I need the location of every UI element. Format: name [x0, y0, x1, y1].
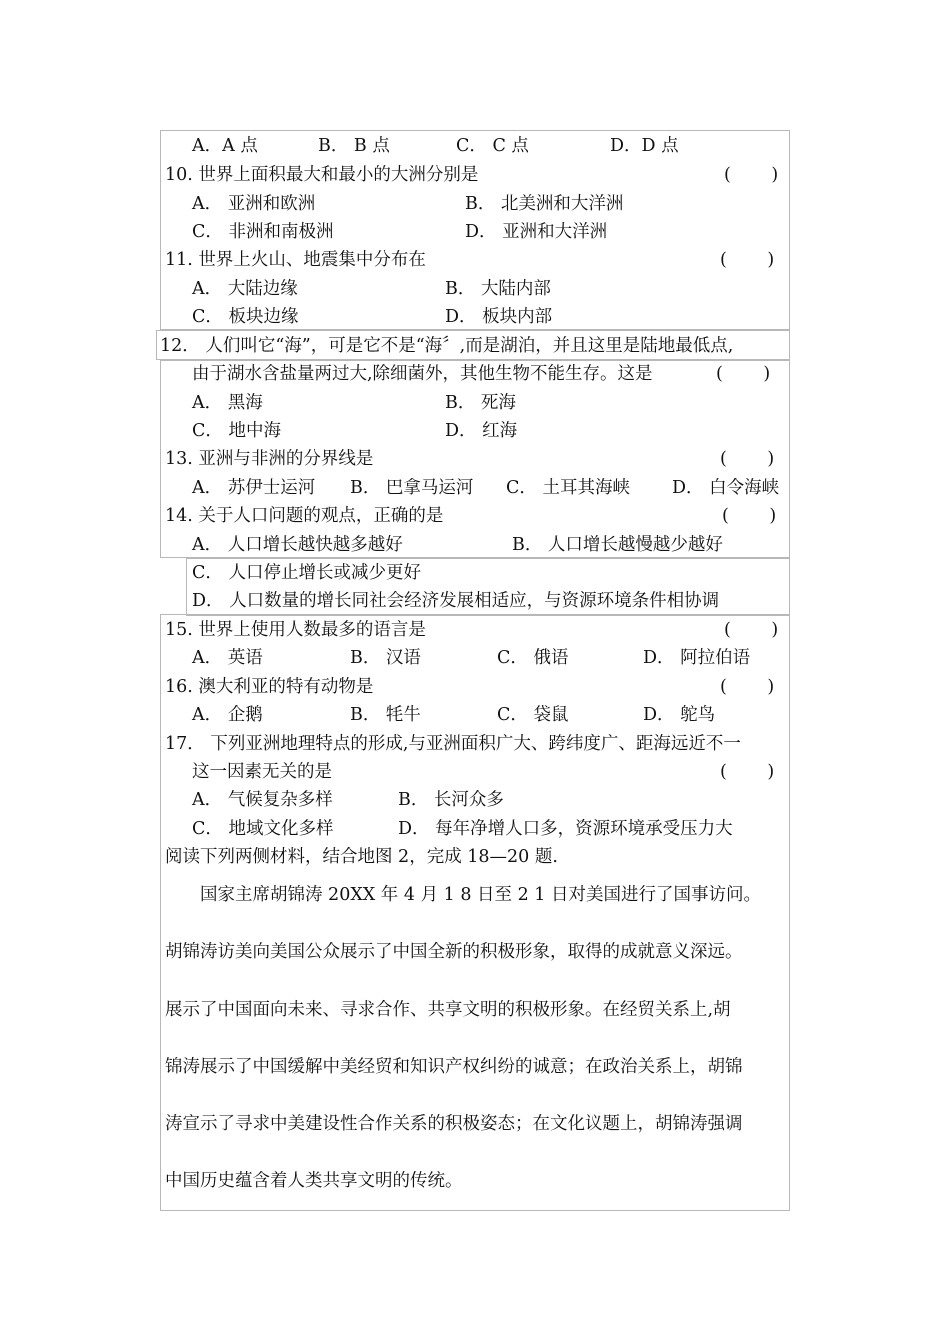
- q17-answer-paren: ( ): [720, 762, 775, 782]
- q15-option-d: D． 阿拉伯语: [643, 648, 751, 668]
- q16-option-d: D． 鸵鸟: [643, 705, 716, 725]
- q12-stem-line1: 12． 人们叫它“海”，可是它不是“海〞,而是湖泊，并且这里是陆地最低点,: [160, 336, 734, 356]
- q12-option-d: D． 红海: [445, 421, 518, 441]
- q16-answer-paren: ( ): [720, 677, 775, 697]
- q17-option-c: C． 地域文化多样: [192, 819, 334, 839]
- q16-option-b: B． 牦牛: [350, 705, 421, 725]
- q10-option-b: B． 北美洲和大洋洲: [465, 194, 624, 214]
- q15-option-a: A． 英语: [192, 648, 263, 668]
- q11-answer-paren: ( ): [720, 250, 775, 270]
- q12-answer-paren: ( ): [716, 364, 771, 384]
- q14-option-d: D． 人口数量的增长同社会经济发展相适应，与资源环境条件相协调: [192, 591, 720, 611]
- q17-option-d: D． 每年净增人口多，资源环境承受压力大: [398, 819, 733, 839]
- q17-option-a: A． 气候复杂多样: [192, 790, 333, 810]
- passage-line-2: 胡锦涛访美向美国公众展示了中国全新的积极形象，取得的成就意义深远。: [165, 942, 743, 962]
- passage-line-1: 国家主席胡锦涛 20XX 年 4 月 1 8 日至 2 1 日对美国进行了国事访问。: [165, 885, 761, 905]
- q17-stem-line1: 17． 下列亚洲地理特点的形成,与亚洲面积广大、跨纬度广、距海远近不一: [165, 734, 741, 754]
- q14-answer-paren: ( ): [722, 506, 777, 526]
- q13-option-d: D． 白令海峡: [672, 478, 780, 498]
- q15-stem: 15. 世界上使用人数最多的语言是: [165, 620, 426, 640]
- q13-option-a: A． 苏伊士运河: [192, 478, 316, 498]
- q12-option-b: B． 死海: [445, 393, 516, 413]
- q11-option-b: B． 大陆内部: [445, 279, 551, 299]
- q9-option-a: A．A 点: [192, 136, 258, 156]
- q11-option-d: D． 板块内部: [445, 307, 553, 327]
- q12-option-c: C． 地中海: [192, 421, 281, 441]
- q13-option-c: C． 土耳其海峡: [506, 478, 630, 498]
- q17-stem-line2: 这一因素无关的是: [192, 762, 332, 782]
- q12-option-a: A． 黑海: [192, 393, 263, 413]
- q10-answer-paren: ( ): [724, 165, 779, 185]
- passage-line-3: 展示了中国面向未来、寻求合作、共享文明的积极形象。在经贸关系上,胡: [165, 1000, 731, 1020]
- q17-option-b: B． 长河众多: [398, 790, 504, 810]
- q10-stem: 10. 世界上面积最大和最小的大洲分别是: [165, 165, 479, 185]
- q16-option-c: C． 袋鼠: [497, 705, 569, 725]
- q14-stem: 14. 关于人口问题的观点，正确的是: [165, 506, 444, 526]
- q15-option-b: B． 汉语: [350, 648, 421, 668]
- q9-option-d: D．D 点: [610, 136, 679, 156]
- q10-option-a: A． 亚洲和欧洲: [192, 194, 316, 214]
- q14-option-b: B． 人口增长越慢越少越好: [512, 535, 723, 555]
- q13-answer-paren: ( ): [720, 449, 775, 469]
- q14-option-a: A． 人口增长越快越多越好: [192, 535, 403, 555]
- q11-option-c: C． 板块边缘: [192, 307, 299, 327]
- q16-option-a: A． 企鹅: [192, 705, 263, 725]
- reading-intro: 阅读下列两侧材料，结合地图 2，完成 18—20 题.: [165, 847, 558, 867]
- q15-answer-paren: ( ): [724, 620, 779, 640]
- q9-option-b: B． B 点: [318, 136, 390, 156]
- q10-option-d: D． 亚洲和大洋洲: [465, 222, 608, 242]
- passage-line-6: 中国历史蕴含着人类共享文明的传统。: [165, 1171, 463, 1191]
- q9-option-c: C． C 点: [456, 136, 529, 156]
- q12-stem-line2: 由于湖水含盐量两过大,除细菌外，其他生物不能生存。这是: [192, 364, 653, 384]
- passage-line-5: 涛宣示了寻求中美建设性合作关系的积极姿态；在文化议题上，胡锦涛强调: [165, 1114, 743, 1134]
- q11-stem: 11. 世界上火山、地震集中分布在: [165, 250, 426, 270]
- q14-option-c: C． 人口停止增长或减少更好: [192, 563, 421, 583]
- q15-option-c: C． 俄语: [497, 648, 569, 668]
- q10-option-c: C． 非洲和南极洲: [192, 222, 334, 242]
- q13-stem: 13. 亚洲与非洲的分界线是: [165, 449, 374, 469]
- passage-line-4: 锦涛展示了中国缓解中美经贸和知识产权纠纷的诚意；在政治关系上，胡锦: [165, 1057, 743, 1077]
- q13-option-b: B． 巴拿马运河: [350, 478, 474, 498]
- q11-option-a: A． 大陆边缘: [192, 279, 298, 299]
- q16-stem: 16. 澳大利亚的特有动物是: [165, 677, 374, 697]
